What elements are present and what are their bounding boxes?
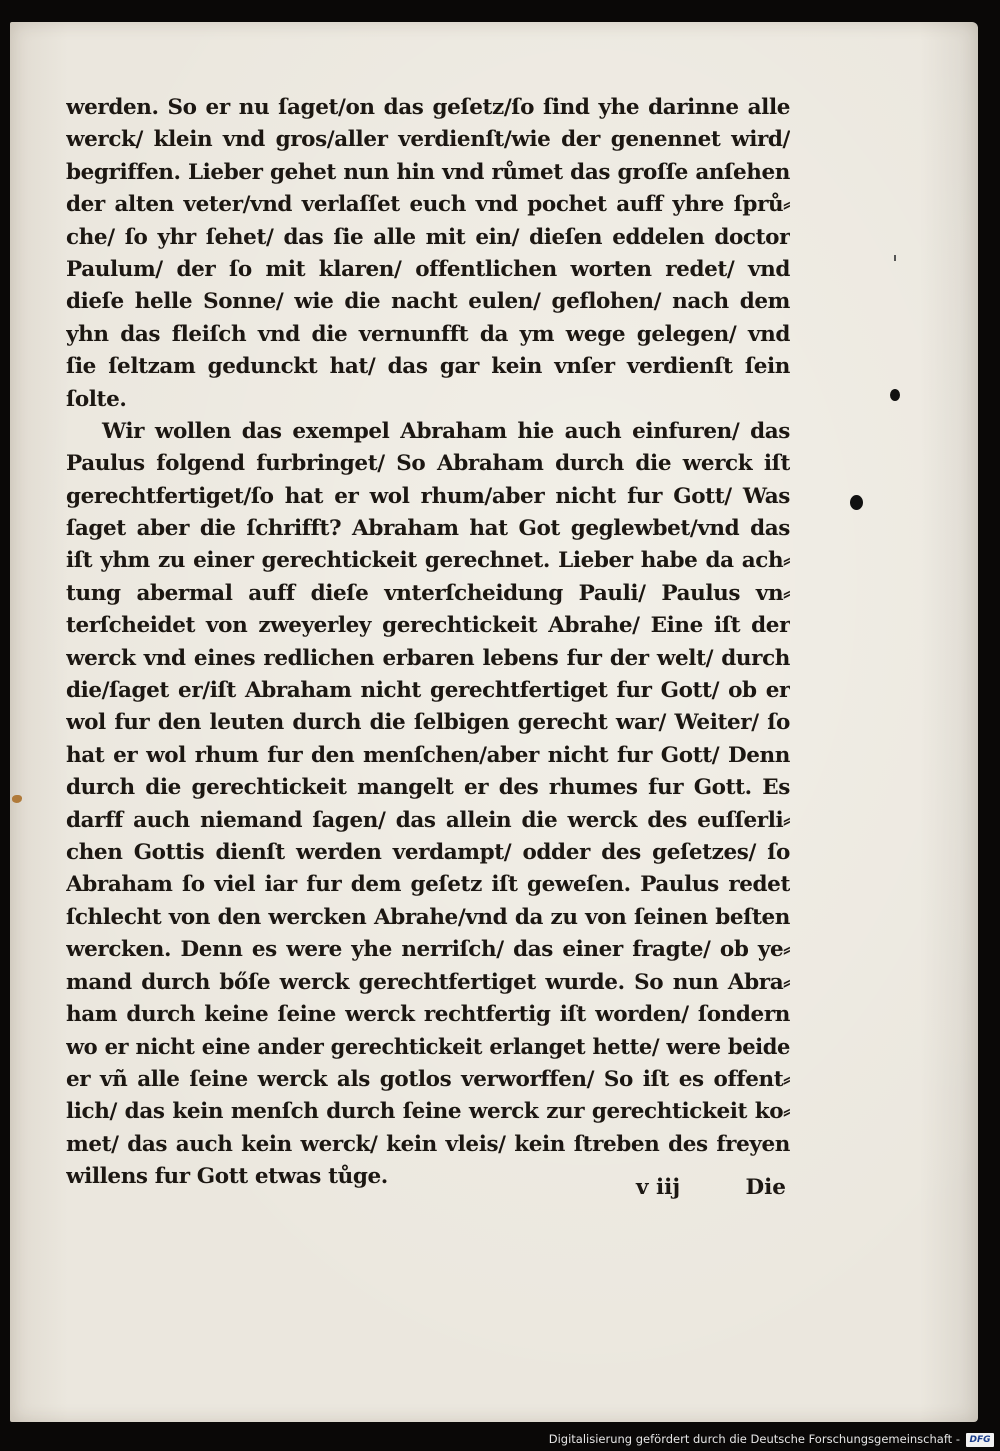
text-line: ſchlecht von den wercken Abrahe/vnd da zu von ſeinen beſten (66, 904, 790, 930)
text-line: wol fur den leuten durch die ſelbigen gerecht war/ Weiter/ ſo (66, 710, 790, 736)
digitization-footer (0, 1425, 1000, 1451)
text-line: er vñ alle ſeine werck als gotlos verworffen/ So iſt es offent⸗ (66, 1066, 790, 1092)
text-line: tung abermal auff dieſe vnterſcheidung Pauli/ Paulus vn⸗ (66, 580, 790, 606)
text-line: darff auch niemand ſagen/ das allein die werck des euſſerli⸗ (66, 807, 790, 833)
text-line: ſaget aber die ſchrifft? Abraham hat Got geglewbet/vnd das (66, 516, 790, 542)
paragraph-first-line: Wir wollen das exempel Abraham hie auch einfuren/ das (102, 418, 790, 444)
text-line: ſolte. (66, 386, 127, 412)
text-line: die/ſaget er/iſt Abraham nicht gerechtfertiget fur Gott/ ob er (66, 678, 790, 704)
text-line: willens fur Gott etwas tůge. (66, 1163, 388, 1189)
page-foot-line (636, 1172, 786, 1204)
funding-credit: Digitalisierung gefördert durch die Deutsche Forschungsgemeinschaft - (548, 1432, 960, 1446)
text-line: iſt yhm zu einer gerechtickeit gerechnet. Lieber habe da ach⸗ (66, 548, 790, 574)
signature-mark: v iij (636, 1175, 681, 1200)
paper-speck (894, 255, 896, 261)
text-line: met/ das auch kein werck/ kein vleis/ kein ſtreben des freyen (66, 1131, 790, 1157)
text-line: ſie ſeltzam gedunckt hat/ das gar kein vnſer verdienſt ſein (66, 354, 790, 380)
text-line: wercken. Denn es were yhe nerriſch/ das einer fragte/ ob ye⸗ (66, 937, 790, 963)
text-line: der alten veter/vnd verlaſſet euch vnd pochet auff yhre ſprů⸗ (66, 192, 790, 218)
catchword: Die (745, 1175, 786, 1200)
text-line: chen Gottis dienſt werden verdampt/ odder des geſetzes/ ſo (66, 839, 790, 865)
text-line: lich/ das kein menſch durch ſeine werck zur gerechtickeit ko⸗ (66, 1099, 790, 1125)
text-line: hat er wol rhum fur den menſchen/aber nicht fur Gott/ Denn (66, 742, 790, 768)
text-line: begriffen. Lieber gehet nun hin vnd růmet das groſſe anſehen (66, 159, 790, 185)
text-line: che/ ſo yhr ſehet/ das ſie alle mit ein/ dieſen eddelen doctor (66, 224, 790, 250)
page-text-block (66, 92, 790, 1193)
dfg-logo-icon: DFG (966, 1433, 994, 1447)
ink-dot (850, 495, 863, 510)
text-line: Paulum/ der ſo mit klaren/ offentlichen worten redet/ vnd (66, 256, 790, 282)
text-line: ham durch keine ſeine werck rechtfertig iſt worden/ ſondern (66, 1001, 790, 1027)
text-line: durch die gerechtickeit mangelt er des rhumes fur Gott. Es (66, 775, 790, 801)
text-line: werden. So er nu ſaget/on das geſetz/ſo ſind yhe darinne alle (66, 95, 790, 120)
text-line: terſcheidet von zweyerley gerechtickeit Abrahe/ Eine iſt der (66, 613, 790, 639)
text-line: werck/ klein vnd gros/aller verdienſt/wie der genennet wird/ (66, 127, 790, 153)
text-line: werck vnd eines redlichen erbaren lebens fur der welt/ durch (66, 645, 790, 671)
text-line: gerechtfertiget/ſo hat er wol rhum/aber nicht fur Gott/ Was (66, 483, 790, 509)
text-line: Paulus folgend furbringet/ So Abraham durch die werck iſt (66, 451, 790, 477)
text-line: yhn das fleiſch vnd die vernunfft da ym wege gelegen/ vnd (66, 321, 790, 347)
ink-dot (890, 389, 900, 401)
text-line: dieſe helle Sonne/ wie die nacht eulen/ geflohen/ nach dem (66, 289, 790, 315)
text-line: wo er nicht eine ander gerechtickeit erlanget hette/ were beide (66, 1034, 790, 1060)
text-line: mand durch bőſe werck gerechtfertiget wurde. So nun Abra⸗ (66, 969, 790, 995)
text-line: Abraham ſo viel iar fur dem geſetz iſt geweſen. Paulus redet (66, 872, 790, 898)
